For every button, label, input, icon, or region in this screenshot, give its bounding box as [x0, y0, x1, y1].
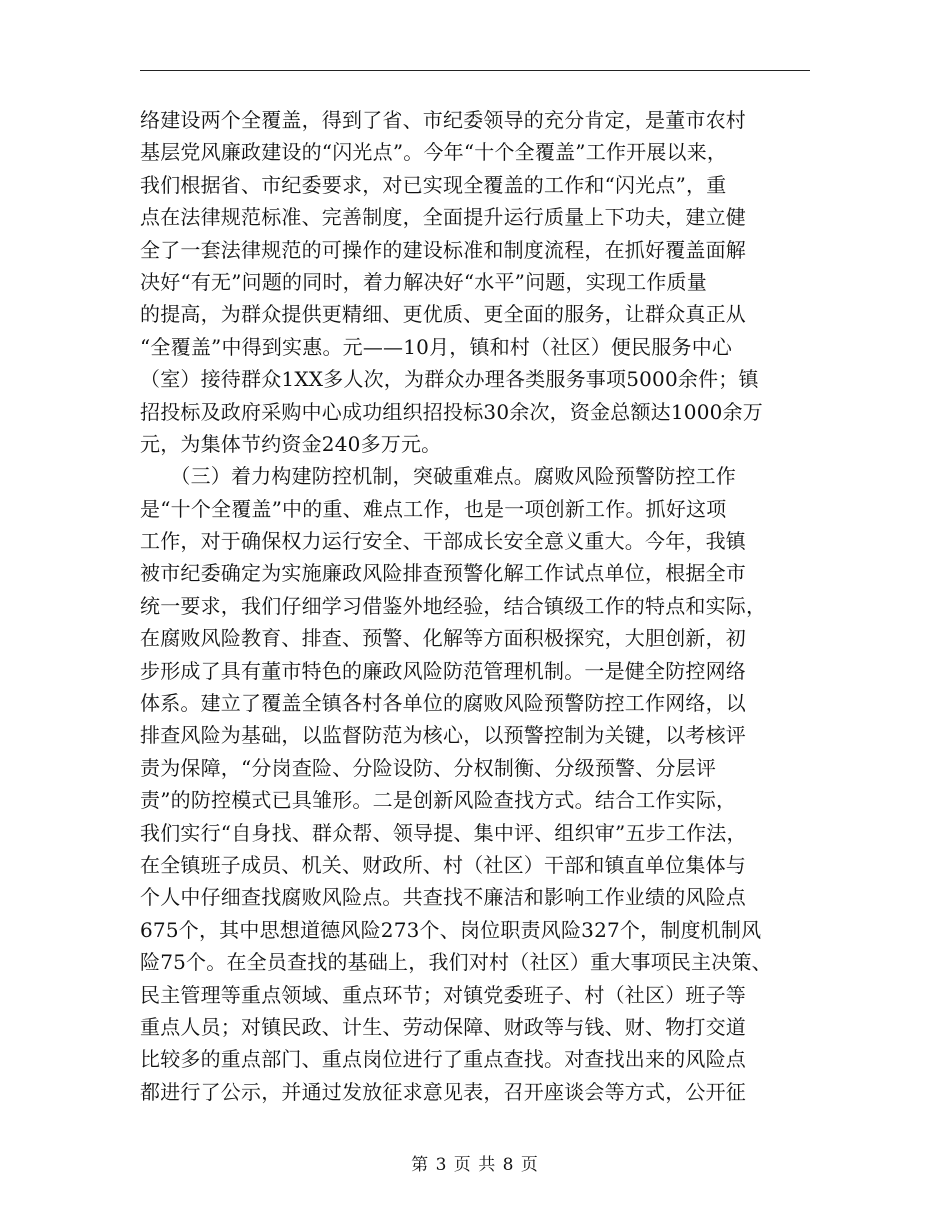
text-line: 点在法律规范标准、完善制度，全面提升运行质量上下功夫，建立健 [140, 205, 746, 230]
text-line: 统一要求，我们仔细学习借鉴外地经验，结合镇级工作的特点和实际， [140, 593, 767, 618]
text-line: 络建设两个全覆盖，得到了省、市纪委领导的充分肯定，是董市农村 [140, 108, 746, 132]
text-line: 重点人员；对镇民政、计生、劳动保障、财政等与钱、财、物打交道 [140, 1014, 746, 1039]
text-line: 在全镇班子成员、机关、财政所、村（社区）干部和镇直单位集体与 [140, 852, 746, 877]
text-line: 元，为集体节约资金240多万元。 [140, 431, 442, 456]
text-line: 都进行了公示，并通过发放征求意见表，召开座谈会等方式，公开征 [140, 1079, 746, 1104]
text-line: 招投标及政府采购中心成功组织招投标30余次，资金总额达1000余万 [140, 399, 763, 424]
text-line: 我们实行“自身找、群众帮、领导提、集中评、组织审”五步工作法， [140, 820, 747, 845]
text-line: 体系。建立了覆盖全镇各村各单位的腐败风险预警防控工作网络，以 [140, 691, 746, 716]
text-line: 是“十个全覆盖”中的重、难点工作，也是一项创新工作。抓好这项 [140, 496, 727, 521]
text-line: 决好“有无”问题的同时，着力解决好“水平”问题，实现工作质量 [140, 269, 707, 294]
text-line: 的提高，为群众提供更精细、更优质、更全面的服务，让群众真正从 [140, 302, 746, 327]
header-rule [140, 70, 810, 71]
text-line: 比较多的重点部门、重点岗位进行了重点查找。对查找出来的风险点 [140, 1047, 746, 1072]
text-line: 工作，对于确保权力运行安全、干部成长安全意义重大。今年，我镇 [140, 529, 746, 554]
text-line: （室）接待群众1XX多人次，为群众办理各类服务事项5000余件；镇 [140, 367, 759, 392]
text-line: 675个，其中思想道德风险273个、岗位职责风险327个，制度机制风 [140, 917, 762, 942]
text-line: “全覆盖”中得到实惠。元——10月，镇和村（社区）便民服务中心 [140, 334, 733, 359]
text-line: 民主管理等重点领域、重点环节；对镇党委班子、村（社区）班子等 [140, 982, 746, 1007]
text-line: 责为保障，“分岗查险、分险设防、分权制衡、分级预警、分层评 [140, 755, 717, 780]
text-line: 责”的防控模式已具雏形。二是创新风险查找方式。结合工作实际， [140, 788, 737, 813]
text-line: 个人中仔细查找腐败风险点。共查找不廉洁和影响工作业绩的风险点 [140, 885, 746, 910]
text-line: 险75个。在全员查找的基础上，我们对村（社区）重大事项民主决策、 [140, 950, 772, 975]
text-line: 被市纪委确定为实施廉政风险排查预警化解工作试点单位，根据全市 [140, 561, 746, 586]
document-body [140, 104, 820, 1108]
text-line: 在腐败风险教育、排查、预警、化解等方面积极探究，大胆创新，初 [140, 626, 746, 651]
text-line: 步形成了具有董市特色的廉政风险防范管理机制。一是健全防控网络 [140, 658, 746, 683]
text-line: 我们根据省、市纪委要求，对已实现全覆盖的工作和“闪光点”，重 [140, 172, 727, 197]
page-footer: 第 3 页 共 8 页 [411, 1155, 539, 1175]
text-line: 全了一套法律规范的可操作的建设标准和制度流程，在抓好覆盖面解 [140, 237, 746, 262]
text-line: 排查风险为基础，以监督防范为核心，以预警控制为关键，以考核评 [140, 723, 746, 748]
text-line: 基层党风廉政建设的“闪光点”。今年“十个全覆盖”工作开展以来， [140, 140, 728, 165]
text-line: （三）着力构建防控机制，突破重难点。腐败风险预警防控工作 [140, 464, 736, 489]
